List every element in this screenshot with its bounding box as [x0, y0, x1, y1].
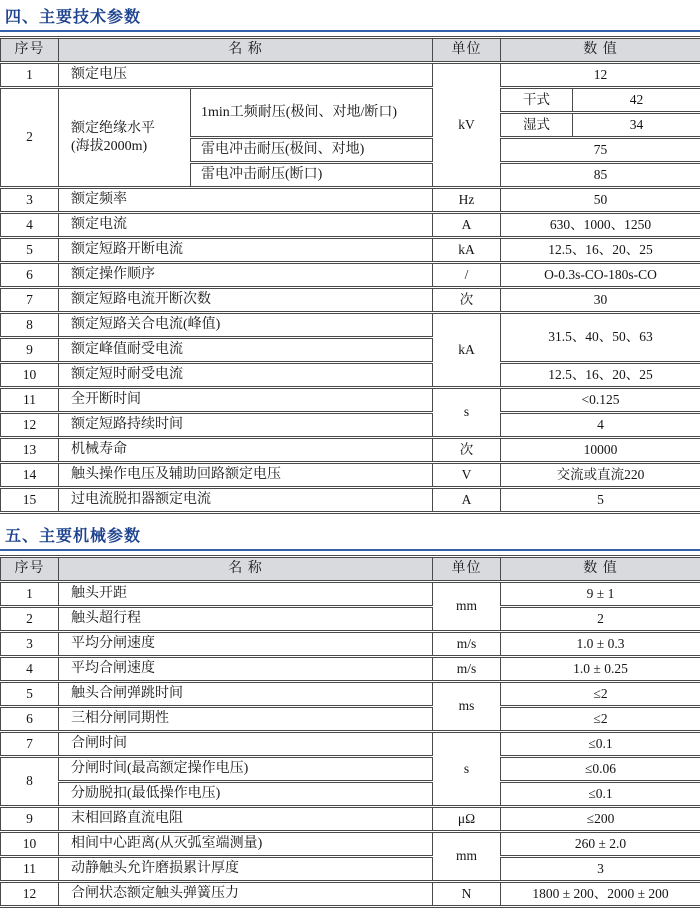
param-value: 10000 — [501, 438, 700, 463]
row-no: 7 — [1, 732, 59, 757]
param-unit: 次 — [433, 438, 501, 463]
param-value: ≤200 — [501, 807, 700, 832]
param-name: 合闸时间 — [59, 732, 433, 757]
table-row — [1, 657, 700, 682]
param-name: 触头超行程 — [59, 607, 433, 632]
table-row — [1, 438, 700, 463]
param-name: 额定峰值耐受电流 — [59, 338, 433, 363]
param-value: 50 — [501, 188, 700, 213]
param-value: ≤2 — [501, 707, 700, 732]
param-subname: 1min工频耐压(极间、对地/断口) — [191, 88, 433, 138]
row-no: 1 — [1, 582, 59, 607]
param-subname: 雷电冲击耐压(断口) — [191, 163, 433, 188]
param-name: 动静触头允许磨损累计厚度 — [59, 857, 433, 882]
row-no: 12 — [1, 413, 59, 438]
row-no: 6 — [1, 707, 59, 732]
param-name: 额定短路关合电流(峰值) — [59, 313, 433, 338]
param-name: 触头操作电压及辅助回路额定电压 — [59, 463, 433, 488]
table-row — [1, 213, 700, 238]
title-rule — [0, 30, 700, 32]
param-value: 交流或直流220 — [501, 463, 700, 488]
row-no: 10 — [1, 363, 59, 388]
param-value: 12.5、16、20、25 — [501, 238, 700, 263]
table-row — [1, 857, 700, 882]
technical-params-table — [0, 36, 700, 514]
row-no: 4 — [1, 657, 59, 682]
title-rule — [0, 549, 700, 551]
param-name: 全开断时间 — [59, 388, 433, 413]
param-name: 额定操作顺序 — [59, 263, 433, 288]
param-name: 分闸时间(最高额定操作电压) — [59, 757, 433, 782]
row-no: 9 — [1, 338, 59, 363]
mechanical-params-section — [0, 519, 700, 908]
table-row — [1, 757, 700, 782]
param-unit: m/s — [433, 657, 501, 682]
param-value: 4 — [501, 413, 700, 438]
table-row — [1, 288, 700, 313]
param-value: 2 — [501, 607, 700, 632]
row-no: 11 — [1, 388, 59, 413]
param-name: 相间中心距离(从灭弧室端测量) — [59, 832, 433, 857]
param-value: O-0.3s-CO-180s-CO — [501, 263, 700, 288]
table-row — [1, 807, 700, 832]
param-unit: Hz — [433, 188, 501, 213]
param-value: 5 — [501, 488, 700, 513]
param-name: 末相回路直流电阻 — [59, 807, 433, 832]
param-name: 机械寿命 — [59, 438, 433, 463]
param-value: 30 — [501, 288, 700, 313]
table-header-row — [1, 557, 700, 582]
param-unit: ms — [433, 682, 501, 732]
param-name — [59, 88, 191, 188]
param-value: 85 — [501, 163, 700, 188]
column-header-name: 名 称 — [59, 38, 433, 63]
table-row — [1, 463, 700, 488]
row-no: 5 — [1, 238, 59, 263]
param-unit: kA — [433, 313, 501, 388]
column-header-no: 序号 — [1, 557, 59, 582]
param-value: 9 ± 1 — [501, 582, 700, 607]
row-no: 2 — [1, 607, 59, 632]
mechanical-params-table — [0, 555, 700, 908]
row-no: 3 — [1, 632, 59, 657]
param-value: ≤0.1 — [501, 782, 700, 807]
param-value: <0.125 — [501, 388, 700, 413]
table-row — [1, 707, 700, 732]
section-title-mechanical: 五、主要机械参数 — [0, 519, 700, 549]
row-no: 2 — [1, 88, 59, 188]
param-name: 平均合闸速度 — [59, 657, 433, 682]
table-row — [1, 732, 700, 757]
row-no: 7 — [1, 288, 59, 313]
param-name: 额定短路持续时间 — [59, 413, 433, 438]
param-unit: kV — [433, 63, 501, 188]
table-row — [1, 782, 700, 807]
table-row — [1, 388, 700, 413]
param-name: 额定电流 — [59, 213, 433, 238]
param-value: ≤0.06 — [501, 757, 700, 782]
param-unit: A — [433, 488, 501, 513]
row-no: 4 — [1, 213, 59, 238]
param-unit: mm — [433, 582, 501, 632]
param-name: 三相分闸同期性 — [59, 707, 433, 732]
param-value: 42 — [573, 88, 700, 113]
param-unit: s — [433, 388, 501, 438]
param-unit: N — [433, 882, 501, 907]
table-row — [1, 188, 700, 213]
param-value: 75 — [501, 138, 700, 163]
table-row — [1, 832, 700, 857]
value-condition-label: 湿式 — [501, 113, 573, 138]
row-no: 5 — [1, 682, 59, 707]
param-unit: 次 — [433, 288, 501, 313]
row-no: 1 — [1, 63, 59, 88]
param-name: 分励脱扣(最低操作电压) — [59, 782, 433, 807]
table-row — [1, 582, 700, 607]
row-no: 11 — [1, 857, 59, 882]
table-row — [1, 682, 700, 707]
param-name: 额定频率 — [59, 188, 433, 213]
param-value: ≤0.1 — [501, 732, 700, 757]
param-value: 3 — [501, 857, 700, 882]
table-row — [1, 607, 700, 632]
param-unit: μΩ — [433, 807, 501, 832]
table-row — [1, 413, 700, 438]
row-no: 9 — [1, 807, 59, 832]
param-value: 12.5、16、20、25 — [501, 363, 700, 388]
row-no: 14 — [1, 463, 59, 488]
row-no: 13 — [1, 438, 59, 463]
param-value: 1.0 ± 0.25 — [501, 657, 700, 682]
row-no: 3 — [1, 188, 59, 213]
table-row — [1, 882, 700, 907]
row-no: 6 — [1, 263, 59, 288]
table-row — [1, 238, 700, 263]
row-no: 15 — [1, 488, 59, 513]
param-unit: m/s — [433, 632, 501, 657]
param-value: 12 — [501, 63, 700, 88]
param-subname: 雷电冲击耐压(极间、对地) — [191, 138, 433, 163]
param-unit: s — [433, 732, 501, 807]
value-condition-label: 干式 — [501, 88, 573, 113]
param-unit: A — [433, 213, 501, 238]
param-value: 31.5、40、50、63 — [501, 313, 700, 363]
column-header-name: 名 称 — [59, 557, 433, 582]
param-name: 额定短路开断电流 — [59, 238, 433, 263]
param-name-line1: 额定绝缘水平 — [71, 120, 187, 138]
row-no: 10 — [1, 832, 59, 857]
row-no: 12 — [1, 882, 59, 907]
column-header-value: 数 值 — [501, 38, 700, 63]
param-value: 1.0 ± 0.3 — [501, 632, 700, 657]
column-header-no: 序号 — [1, 38, 59, 63]
param-name: 额定短时耐受电流 — [59, 363, 433, 388]
column-header-unit: 单位 — [433, 38, 501, 63]
param-name: 触头开距 — [59, 582, 433, 607]
param-value: ≤2 — [501, 682, 700, 707]
row-no: 8 — [1, 313, 59, 338]
section-title-technical: 四、主要技术参数 — [0, 0, 700, 30]
param-unit: kA — [433, 238, 501, 263]
table-row — [1, 263, 700, 288]
param-unit: / — [433, 263, 501, 288]
table-row — [1, 88, 700, 113]
column-header-value: 数 值 — [501, 557, 700, 582]
param-value: 1800 ± 200、2000 ± 200 — [501, 882, 700, 907]
row-no: 8 — [1, 757, 59, 807]
param-value: 630、1000、1250 — [501, 213, 700, 238]
param-name: 额定短路电流开断次数 — [59, 288, 433, 313]
column-header-unit: 单位 — [433, 557, 501, 582]
param-unit: mm — [433, 832, 501, 882]
table-row — [1, 363, 700, 388]
param-value: 34 — [573, 113, 700, 138]
param-name: 额定电压 — [59, 63, 433, 88]
param-name: 过电流脱扣器额定电流 — [59, 488, 433, 513]
param-value: 260 ± 2.0 — [501, 832, 700, 857]
table-row — [1, 632, 700, 657]
param-name: 合闸状态额定触头弹簧压力 — [59, 882, 433, 907]
table-row — [1, 63, 700, 88]
param-name-line2: (海拔2000m) — [71, 138, 187, 156]
param-name: 触头合闸弹跳时间 — [59, 682, 433, 707]
param-name: 平均分闸速度 — [59, 632, 433, 657]
table-row — [1, 313, 700, 338]
table-row — [1, 488, 700, 513]
table-header-row — [1, 38, 700, 63]
param-unit: V — [433, 463, 501, 488]
